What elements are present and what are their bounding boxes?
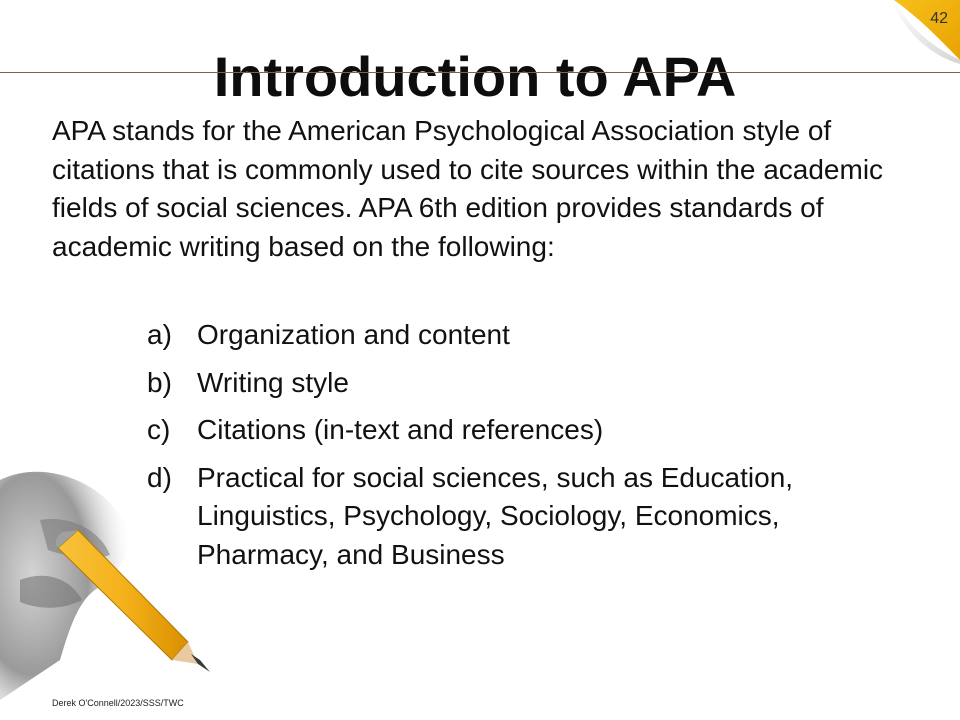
list-marker: a) — [147, 319, 172, 350]
list-marker: b) — [147, 366, 172, 398]
list-item — [147, 364, 907, 403]
title-divider — [0, 72, 960, 73]
list-item-text: Writing style — [197, 366, 349, 398]
intro-paragraph: APA stands for the American Psychological Association style of citations that is commonly used to cite sources within the academic fields of social sciences. APA 6th edition provides standards of academic writing based on the following: — [52, 115, 884, 262]
page-title: Introduction to APA — [213, 44, 737, 108]
list-marker: c) — [147, 414, 171, 445]
list-item — [147, 459, 907, 575]
footer-credit: Derek O'Connell/2023/SSS/TWC — [52, 698, 184, 708]
list-item-text: Practical for social sciences, such as Education, Linguistics, Psychology, Sociology, Economics, Pharmacy, and Business — [197, 461, 794, 570]
list-item-text: Organization and content — [197, 319, 510, 350]
list-item-text: Citations (in-text and references) — [197, 414, 604, 445]
criteria-list — [147, 316, 907, 583]
page-number: 42 — [930, 10, 948, 27]
list-item — [147, 411, 907, 450]
list-marker: d) — [147, 461, 172, 493]
list-item — [147, 316, 907, 355]
hand-pencil-image — [0, 460, 250, 700]
